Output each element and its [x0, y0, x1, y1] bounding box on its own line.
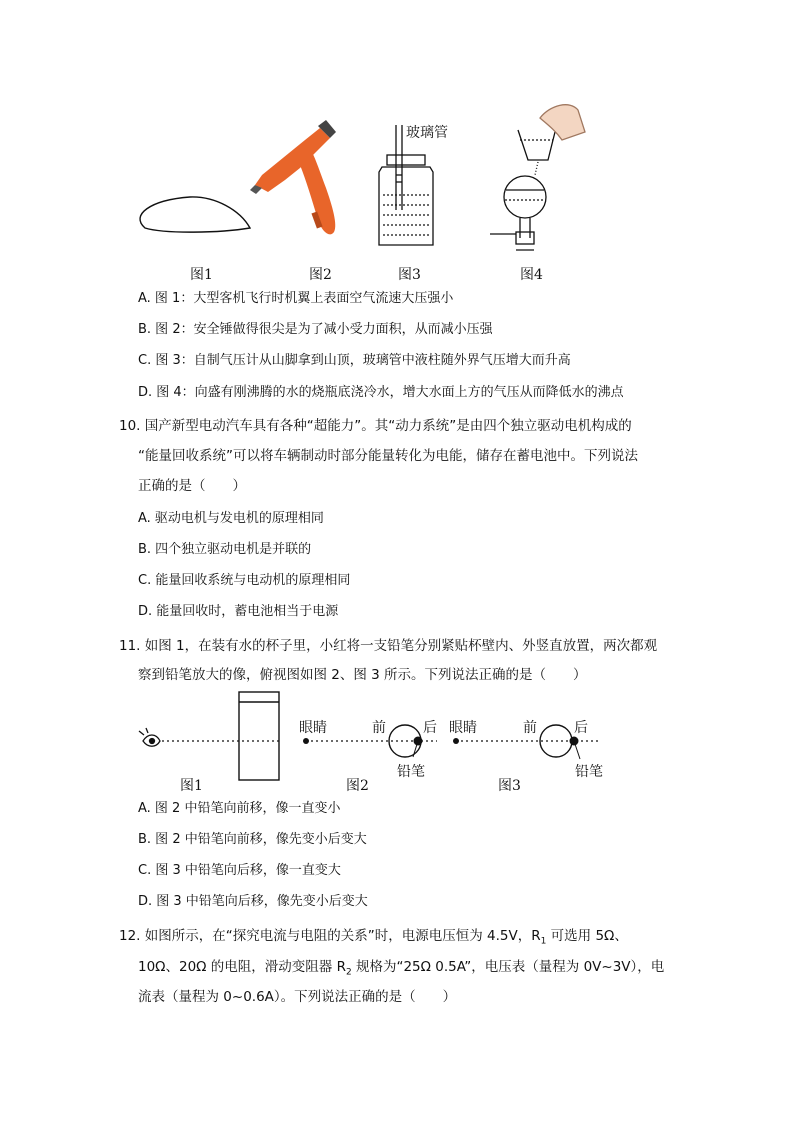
q11-stem-line1: 11. 如图 1，在装有水的杯子里，小红将一支铅笔分别紧贴杯壁内、外竖直放置，两次都观 — [119, 638, 658, 654]
q12-line2-b: 规格为“25Ω 0.5A”，电压表（量程为 0V~3V），电 — [351, 959, 665, 975]
q12-line1-sub: 1 — [540, 936, 547, 947]
water-cup-figure — [239, 692, 279, 780]
q12-stem-line2 — [138, 958, 664, 982]
q11-option-d: D. 图 3 中铅笔向后移，像先变小后变大 — [138, 894, 368, 909]
q11-fig-caption-3: 图3 — [498, 778, 521, 794]
q11-fig-caption-2: 图2 — [346, 778, 369, 794]
flask-cold-water-figure — [490, 105, 585, 250]
safety-hammer-figure — [250, 120, 336, 234]
fig2-pencil-label: 铅笔 — [397, 764, 425, 780]
q10-option-b: B. 四个独立驱动电机是并联的 — [138, 542, 312, 557]
fig2-eye-label: 眼睛 — [299, 720, 327, 736]
barometer-bottle-figure — [379, 125, 433, 245]
q10-option-a: A. 驱动电机与发电机的原理相同 — [138, 511, 324, 526]
q11-stem-line2: 察到铅笔放大的像，俯视图如图 2、图 3 所示。下列说法正确的是（ ） — [138, 667, 587, 683]
q11-option-b: B. 图 2 中铅笔向前移，像先变小后变大 — [138, 832, 367, 847]
q10-stem-line1: 10. 国产新型电动汽车具有各种“超能力”。其“动力系统”是由四个独立驱动电机构成的 — [119, 418, 632, 434]
q11-option-c: C. 图 3 中铅笔向后移，像一直变大 — [138, 863, 341, 878]
q11-fig-caption-1: 图1 — [180, 778, 203, 794]
airfoil-wing-figure — [140, 197, 250, 232]
fig-top-caption-4: 图4 — [520, 267, 543, 283]
q12-line2-a: 10Ω、20Ω 的电阻，滑动变阻器 R — [138, 959, 346, 975]
figure-top-row — [0, 0, 794, 290]
fig2-front-label: 前 — [372, 720, 386, 736]
q12-line1-a: 12. 如图所示，在“探究电流与电阻的关系”时，电源电压恒为 4.5V，R — [119, 928, 541, 944]
q9-option-b: B. 图 2：安全锤做得很尖是为了减小受力面积，从而减小压强 — [138, 322, 493, 337]
q12-stem-line1 — [119, 927, 628, 951]
eye-icon — [139, 728, 160, 746]
q10-option-c: C. 能量回收系统与电动机的原理相同 — [138, 573, 351, 588]
glass-tube-label: 玻璃管 — [406, 125, 448, 141]
q12-stem-line3: 流表（量程为 0~0.6A）。下列说法正确的是（ ） — [138, 989, 457, 1005]
fig3-eye-label: 眼睛 — [449, 720, 477, 736]
fig3-back-label: 后 — [574, 720, 588, 736]
q12-line1-b: 可选用 5Ω、 — [546, 928, 628, 944]
q11-option-a: A. 图 2 中铅笔向前移，像一直变小 — [138, 801, 341, 816]
q9-option-d: D. 图 4：向盛有刚沸腾的水的烧瓶底浇冷水，增大水面上方的气压从而降低水的沸点 — [138, 385, 624, 400]
fig-top-caption-2: 图2 — [309, 267, 332, 283]
q10-stem-line2: “能量回收系统”可以将车辆制动时部分能量转化为电能，储存在蓄电池中。下列说法 — [138, 448, 638, 464]
fig3-pencil-label: 铅笔 — [575, 764, 603, 780]
fig-top-caption-3: 图3 — [398, 267, 421, 283]
fig2-back-label: 后 — [423, 720, 437, 736]
q10-stem-line3: 正确的是（ ） — [138, 478, 246, 494]
q12-line2-sub: 2 — [345, 967, 352, 978]
q10-option-d: D. 能量回收时，蓄电池相当于电源 — [138, 604, 339, 619]
fig3-front-label: 前 — [523, 720, 537, 736]
fig-top-caption-1: 图1 — [190, 267, 213, 283]
q9-option-c: C. 图 3：自制气压计从山脚拿到山顶，玻璃管中液柱随外界气压增大而升高 — [138, 353, 571, 368]
q9-option-a: A. 图 1：大型客机飞行时机翼上表面空气流速大压强小 — [138, 291, 454, 306]
